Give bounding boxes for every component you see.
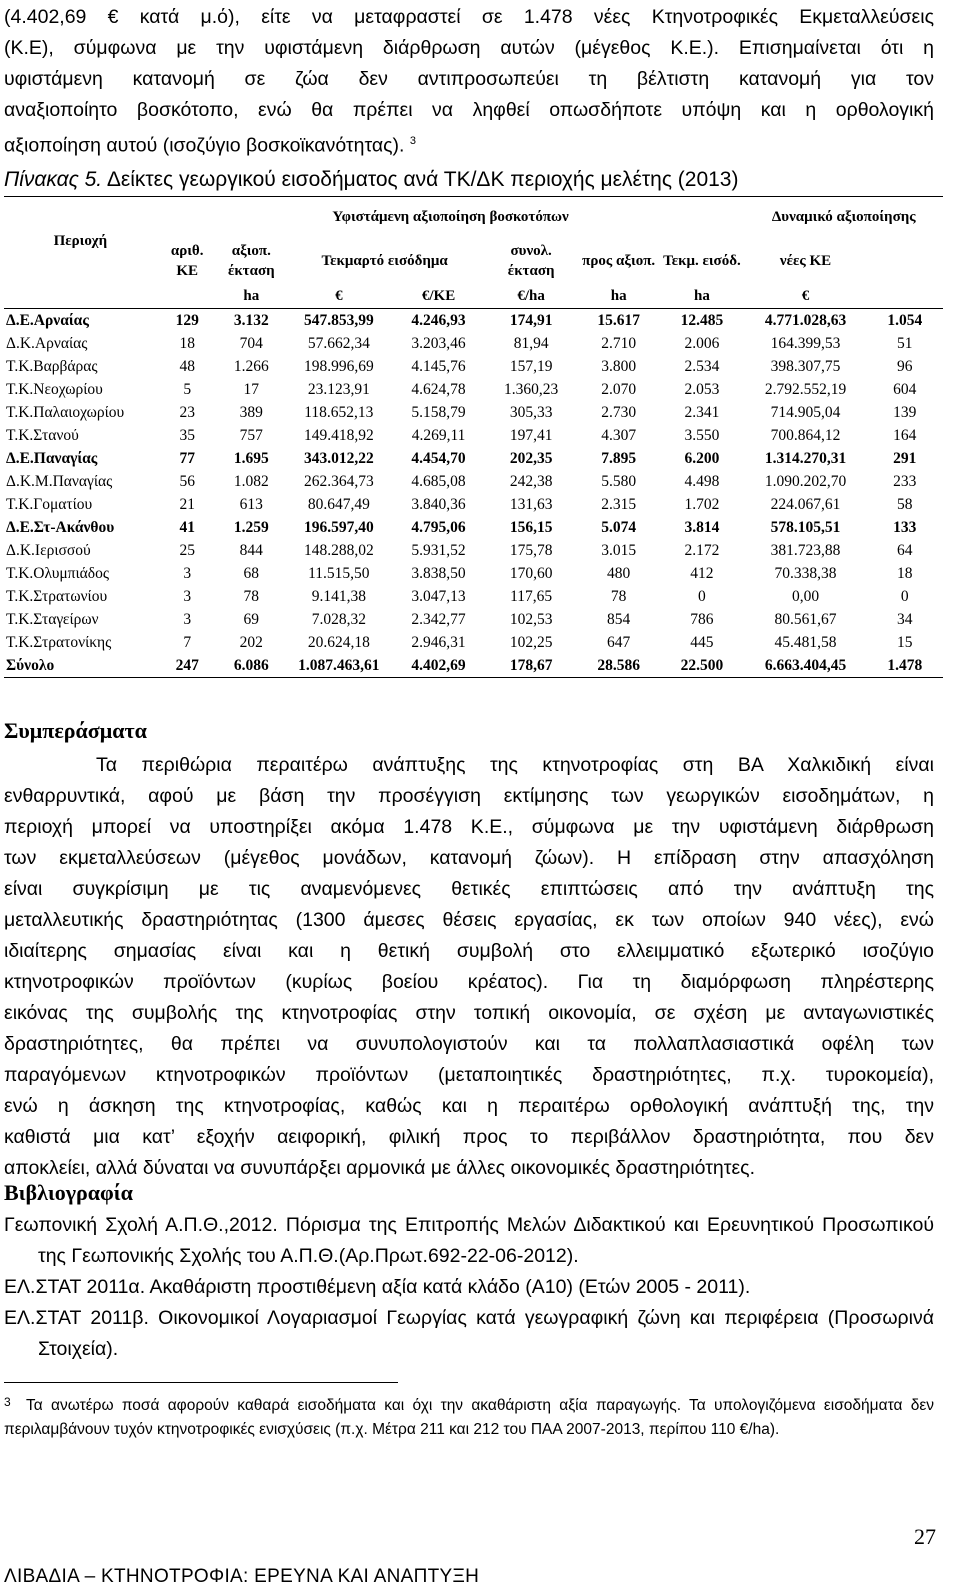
row-value-cell: 202,35	[509, 449, 553, 467]
row-value-cell: 1.266	[233, 357, 269, 375]
table-row	[4, 309, 943, 333]
row-value-cell: 11.515,50	[308, 564, 370, 582]
col-header-region: Περιοχή	[4, 197, 157, 286]
income-indicators-table	[4, 196, 943, 678]
row-value-cell: 96	[897, 357, 913, 375]
row-region-cell: Δ.Ε.Στ-Ακάνθου	[6, 518, 115, 536]
row-value-cell: 1.360,23	[504, 380, 559, 398]
bibliography-heading: Βιβλιογραφία	[4, 1180, 133, 1205]
row-value-cell: 28.586	[578, 654, 659, 678]
row-value-cell: 4.269,11	[411, 426, 466, 444]
intro-last-line: αξιοποίηση αυτού (ισοζύγιο βοσκοϊκανότητας).	[4, 134, 405, 157]
row-value-cell: 4.624,78	[411, 380, 466, 398]
row-value-cell: 148.288,02	[303, 541, 374, 559]
row-value-cell: 3.015	[601, 541, 637, 559]
row-value-cell: 131,63	[509, 495, 553, 513]
row-value-cell: 262.364,73	[303, 472, 374, 490]
row-value-cell: 4.307	[601, 426, 637, 444]
row-value-cell: 578.105,51	[770, 518, 841, 536]
table-caption-label: Πίνακας 5.	[4, 168, 103, 191]
row-value-cell: 5.580	[601, 472, 637, 490]
row-value-cell: 3.132	[233, 311, 269, 329]
table-row	[4, 608, 943, 631]
row-value-cell: 2.946,31	[411, 633, 466, 651]
table-row	[4, 355, 943, 378]
row-value-cell: 34	[897, 610, 913, 628]
row-value-cell: 7.028,32	[311, 610, 366, 628]
group-header-existing: Υφιστάμενη αξιοποίηση βοσκοτόπων	[157, 197, 745, 238]
col-header-total-area: συνολ. έκταση	[507, 243, 555, 279]
row-value-cell: 149.418,92	[303, 426, 374, 444]
units-empty-cell	[867, 285, 943, 309]
row-value-cell: 786	[690, 610, 714, 628]
row-value-cell: 4.246,93	[411, 311, 466, 329]
bibliography-entry: Γεωπονική Σχολή Α.Π.Θ.,2012. Πόρισμα της Επιτροπής Μελών Διδακτικού και Ερευνητικού Προσωπικού της Γεωπονικής Σχολής του Α.Π.Θ.(Αρ.Πρωτ.692-22-06-2012).	[4, 1214, 934, 1267]
table-row	[4, 332, 943, 355]
row-value-cell: 233	[893, 472, 917, 490]
table-row	[4, 654, 943, 678]
row-value-cell: 23.123,91	[307, 380, 370, 398]
row-value-cell: 480	[607, 564, 631, 582]
row-value-cell: 164	[893, 426, 917, 444]
row-value-cell: 3.550	[684, 426, 720, 444]
row-value-cell: 78	[243, 587, 260, 605]
table-row	[4, 585, 943, 608]
unit-cell: ha	[659, 285, 744, 309]
row-value-cell: 78	[610, 587, 627, 605]
row-region-cell: Τ.Κ.Παλαιοχωρίου	[6, 403, 125, 421]
row-value-cell: 15.617	[597, 311, 640, 329]
row-value-cell: 197,41	[509, 426, 553, 444]
row-value-cell: 2.172	[684, 541, 720, 559]
row-value-cell: 129	[175, 311, 199, 329]
footnote	[4, 1394, 934, 1442]
col-header-to-use: προς αξιοπ.	[582, 253, 656, 269]
row-value-cell: 1.702	[684, 495, 720, 513]
row-value-cell: 854	[607, 610, 631, 628]
row-value-cell: 21	[179, 495, 195, 513]
bibliography-entry: ΕΛ.ΣΤΑΤ 2011β. Οικονομικοί Λογαριασμοί Γεωργίας κατά γεωγραφική ζώνη και περιφέρεια (Προσωρινά Στοιχεία).	[4, 1307, 934, 1360]
row-value-cell: 77	[179, 449, 195, 467]
row-value-cell: 5.158,79	[411, 403, 466, 421]
row-value-cell: 714.905,04	[770, 403, 841, 421]
row-value-cell: 2.342,77	[411, 610, 466, 628]
footnote-separator	[4, 1382, 398, 1383]
row-value-cell: 0,00	[791, 587, 820, 605]
row-value-cell: 1.259	[233, 518, 269, 536]
bibliography-list	[4, 1210, 934, 1365]
row-value-cell: 3.203,46	[411, 334, 466, 352]
conclusions-line: Τα περιθώρια περαιτέρω ανάπτυξης της κτηνοτροφίας στη ΒΑ Χαλκιδική είναι	[96, 754, 934, 776]
row-region-cell: Δ.Κ.Αρναίας	[6, 334, 88, 352]
row-value-cell: 3.800	[601, 357, 637, 375]
row-region-cell: Δ.Κ.Μ.Παναγίας	[6, 472, 113, 490]
unit-cell: €/ΚΕ	[393, 285, 485, 309]
conclusions-line: των εκμεταλλεύσεων (μέγεθος μονάδων, κατανομή ζώων). Η επίδραση στην απασχόληση	[4, 847, 934, 869]
row-value-cell: 12.485	[680, 311, 724, 329]
row-region-cell: Τ.Κ.Στρατονίκης	[6, 633, 112, 651]
row-value-cell: 22.500	[659, 654, 744, 678]
row-value-cell: 178,67	[484, 654, 578, 678]
row-value-cell: 9.141,38	[311, 587, 366, 605]
bibliography-entry: ΕΛ.ΣΤΑΤ 2011α. Ακαθάριστη προστιθέμενη αξία κατά κλάδο (Α10) (Ετών 2005 - 2011).	[4, 1276, 751, 1298]
row-value-cell: 68	[243, 564, 260, 582]
intro-line: αναξιοποίητο βοσκότοπο, ενώ θα πρέπει να ληφθεί οπωσδήποτε υπόψη και η ορθολογική	[4, 99, 934, 121]
row-value-cell: 4.454,70	[411, 449, 466, 467]
group-header-potential: Δυναμικό αξιοποίησης	[744, 197, 943, 238]
row-value-cell: 242,38	[509, 472, 553, 490]
row-value-cell: 3.814	[684, 518, 720, 536]
intro-line: (Κ.Ε), σύμφωνα με την υφιστάμενη διάρθρωση αυτών (μέγεθος Κ.Ε.). Επισημαίνεται ότι η	[4, 37, 934, 59]
conclusions-line: δραστηριότητες, θα πρέπει να συνυπολογιστούν και τα πολλαπλασιαστικά οφέλη των	[4, 1033, 934, 1055]
conclusions-last-line: αποκλείει, αλλά δύναται να συνυπάρξει αρμονικά με άλλες οικονομικές δραστηριότητες.	[4, 1157, 755, 1179]
row-region-cell: Τ.Κ.Ολυμπιάδος	[6, 564, 109, 582]
row-value-cell: 3.838,50	[411, 564, 466, 582]
intro-line: υφιστάμενη κατανομή σε ζώα δεν αντιπροσωπεύει τη βέλτιστη κατανομή για τον	[4, 68, 934, 90]
conclusions-line: μεταλλευτικής δραστηριότητας (1300 άμεσες θέσεις εργασίας, εκ των οποίων 940 νέες), ενώ	[4, 909, 934, 931]
row-value-cell: 2.534	[684, 357, 720, 375]
row-value-cell: 700.864,12	[770, 426, 841, 444]
table-row	[4, 539, 943, 562]
row-value-cell: 224.067,61	[770, 495, 841, 513]
row-value-cell: 25	[179, 541, 195, 559]
conclusions-line: ενώ η άσκηση της κτηνοτροφίας, καθώς και η περαιτέρω ορθολογική ανάπτυξή της, την	[4, 1095, 934, 1117]
table-row	[4, 447, 943, 470]
col-header-income: Τεκμαρτό εισόδημα	[321, 252, 448, 269]
row-value-cell: 2.315	[601, 495, 637, 513]
table-caption-title: Δείκτες γεωργικού εισοδήματος ανά ΤΚ/ΔΚ περιοχής μελέτης (2013)	[106, 168, 739, 191]
table-caption	[4, 168, 738, 192]
unit-cell: €	[285, 285, 393, 309]
row-value-cell: 58	[897, 495, 913, 513]
running-footer: ΛΙΒΑΔΙΑ – ΚΤΗΝΟΤΡΟΦΙΑ: ΕΡΕΥΝΑ ΚΑΙ ΑΝΑΠΤΥΞΗ	[4, 1566, 480, 1587]
row-value-cell: 139	[893, 403, 917, 421]
table-body	[4, 309, 943, 678]
table-row	[4, 562, 943, 585]
row-value-cell: 80.561,67	[774, 610, 837, 628]
row-value-cell: 133	[893, 518, 917, 536]
row-value-cell: 547.853,99	[303, 311, 374, 329]
row-value-cell: 20.624,18	[307, 633, 370, 651]
table-row	[4, 470, 943, 493]
row-value-cell: 0	[698, 587, 706, 605]
row-region-cell: Τ.Κ.Στανού	[6, 426, 79, 444]
row-value-cell: 157,19	[509, 357, 553, 375]
unit-cell: €/ha	[484, 285, 578, 309]
conclusions-line: ενθαρρυντικά, αφού με βάση την προσέγγιση εκτίμησης των γεωργικών εισοδημάτων, η	[4, 785, 934, 807]
row-value-cell: 291	[893, 449, 917, 467]
row-region-cell: Τ.Κ.Σταγείρων	[6, 610, 99, 628]
row-value-cell: 70.338,38	[774, 564, 837, 582]
row-value-cell: 247	[157, 654, 218, 678]
conclusions-paragraph	[4, 750, 934, 1184]
row-value-cell: 4.498	[684, 472, 720, 490]
row-region-cell: Τ.Κ.Βαρβάρας	[6, 357, 98, 375]
row-value-cell: 1.090.202,70	[764, 472, 847, 490]
row-value-cell: 23	[179, 403, 195, 421]
row-value-cell: 1.082	[233, 472, 269, 490]
row-value-cell: 343.012,22	[303, 449, 374, 467]
row-value-cell: 1.314.270,31	[764, 449, 847, 467]
row-value-cell: 0	[900, 587, 909, 605]
row-value-cell: 164.399,53	[770, 334, 841, 352]
row-value-cell: 3.047,13	[411, 587, 466, 605]
row-region-cell: Τ.Κ.Νεοχωρίου	[6, 380, 103, 398]
unit-cell: ha	[218, 285, 285, 309]
row-value-cell: 156,15	[509, 518, 553, 536]
col-header-num: αριθ. ΚΕ	[170, 243, 204, 279]
row-value-cell: 1.478	[867, 654, 943, 678]
row-value-cell: 198.996,69	[303, 357, 374, 375]
row-value-cell: 2.792.552,19	[764, 380, 847, 398]
intro-paragraph	[4, 2, 934, 162]
row-value-cell: 389	[239, 403, 263, 421]
row-value-cell: 704	[239, 334, 263, 352]
row-value-cell: 4.771.028,63	[764, 311, 847, 329]
table-row	[4, 493, 943, 516]
col-header-new: νέες ΚΕ	[779, 253, 832, 269]
page-number: 27	[914, 1524, 936, 1549]
row-value-cell: 6.200	[684, 449, 720, 467]
row-value-cell: 2.730	[601, 403, 637, 421]
row-value-cell: 174,91	[509, 311, 553, 329]
row-value-cell: 3.840,36	[411, 495, 466, 513]
row-value-cell: 4.685,08	[411, 472, 466, 490]
row-value-cell: 196.597,40	[303, 518, 374, 536]
row-value-cell: 1.087.463,61	[285, 654, 393, 678]
table-row	[4, 516, 943, 539]
units-empty-cell	[4, 285, 157, 309]
conclusions-line: ιδιαίτερης σημασίας είναι και η θετική συμβολή στο ελλειμματικό εξωτερικό ισοζύγιο	[4, 940, 934, 962]
footnote-mark: 3	[4, 1395, 11, 1409]
intro-line	[4, 126, 934, 162]
row-value-cell: 117,65	[510, 587, 553, 605]
row-value-cell: 81,94	[513, 334, 549, 352]
footnote-reference: 3	[409, 135, 417, 147]
row-region-cell: Δ.Ε.Παναγίας	[6, 449, 98, 467]
intro-line: (4.402,69 € κατά μ.ό), είτε να μεταφραστεί σε 1.478 νέες Κτηνοτροφικές Εκμεταλλεύσεις	[4, 6, 934, 28]
row-value-cell: 2.006	[684, 334, 720, 352]
row-region-cell: Δ.Κ.Ιερισσού	[6, 541, 91, 559]
conclusions-line: εικόνας της συμβολής της κτηνοτροφίας στην τοπική οικονομία, σε σχέση με ανταγωνιστικές	[4, 1002, 934, 1024]
col-header-area: αξιοπ. έκταση	[227, 243, 275, 279]
row-value-cell: 757	[239, 426, 263, 444]
row-value-cell: 35	[179, 426, 195, 444]
row-value-cell: 7.895	[601, 449, 637, 467]
row-value-cell: 4.795,06	[411, 518, 466, 536]
row-value-cell: 5.074	[601, 518, 637, 536]
row-value-cell: 2.341	[684, 403, 720, 421]
conclusions-line: περιοχή μπορεί να υποστηρίξει ακόμα 1.478 Κ.Ε., σύμφωνα με την υφιστάμενη διάρθρωση	[4, 816, 934, 838]
row-value-cell: 844	[239, 541, 263, 559]
row-value-cell: 18	[179, 334, 195, 352]
row-value-cell: 102,25	[509, 633, 553, 651]
row-value-cell: 305,33	[509, 403, 553, 421]
row-value-cell: 57.662,34	[307, 334, 370, 352]
row-value-cell: 56	[179, 472, 195, 490]
row-value-cell: 381.723,88	[770, 541, 841, 559]
row-value-cell: 170,60	[509, 564, 553, 582]
conclusions-line: κτηνοτροφικών προϊόντων (κυρίως βοείου κρέατος). Για τη διαμόρφωση πληρέστερης	[4, 971, 934, 993]
row-value-cell: 1.054	[887, 311, 923, 329]
row-value-cell: 5	[183, 380, 192, 398]
conclusions-heading: Συμπεράσματα	[4, 718, 147, 743]
row-value-cell: 202	[239, 633, 263, 651]
row-region-cell: Τ.Κ.Γοματίου	[6, 495, 93, 513]
units-empty-cell	[157, 285, 218, 309]
row-value-cell: 102,53	[509, 610, 553, 628]
row-value-cell: 6.663.404,45	[744, 654, 866, 678]
table-row	[4, 401, 943, 424]
row-value-cell: 51	[897, 334, 913, 352]
row-region-cell: Τ.Κ.Στρατωνίου	[6, 587, 108, 605]
footnote-text: Τα ανωτέρω ποσά αφορούν καθαρά εισοδήματα και όχι την ακαθάριστη αξία παραγωγής. Τα υπολογιζόμενα εισοδήματα δεν περιλαμβάνουν τυχόν κτηνοτροφικές ενισχύσεις (π.χ. Μέτρα 211 και 212 του ΠΑΑ 2007-2013, περίπου 110 €/ha).	[4, 1397, 934, 1438]
row-value-cell: 3	[183, 610, 192, 628]
row-value-cell: 445	[690, 633, 714, 651]
row-value-cell: 15	[897, 633, 913, 651]
table-row	[4, 631, 943, 654]
row-value-cell: 48	[179, 357, 195, 375]
conclusions-line: παραγόμενων κτηνοτροφικών προϊόντων (μεταποιητικές δραστηριότητες, π.χ. τυροκομεία),	[4, 1064, 934, 1086]
row-value-cell: 45.481,58	[774, 633, 837, 651]
row-value-cell: 69	[243, 610, 260, 628]
row-value-cell: 1.695	[233, 449, 269, 467]
col-header-tekm: Τεκμ. εισόδ.	[663, 252, 741, 269]
row-value-cell: 80.647,49	[307, 495, 370, 513]
row-value-cell: 3	[183, 587, 192, 605]
row-value-cell: 18	[897, 564, 913, 582]
row-value-cell: 398.307,75	[770, 357, 841, 375]
row-value-cell: 64	[897, 541, 913, 559]
row-value-cell: 17	[243, 380, 260, 398]
table-row	[4, 378, 943, 401]
row-value-cell: 7	[183, 633, 192, 651]
row-value-cell: 118.652,13	[304, 403, 374, 421]
row-value-cell: 41	[179, 518, 195, 536]
row-value-cell: 2.070	[601, 380, 637, 398]
row-value-cell: 5.931,52	[411, 541, 466, 559]
unit-cell: ha	[578, 285, 659, 309]
row-region-cell: Δ.Ε.Αρναίας	[6, 311, 89, 329]
row-value-cell: 2.053	[684, 380, 720, 398]
row-value-cell: 604	[893, 380, 917, 398]
row-value-cell: 412	[690, 564, 714, 582]
row-value-cell: 3	[183, 564, 192, 582]
row-value-cell: 4.402,69	[393, 654, 485, 678]
table-row	[4, 424, 943, 447]
row-value-cell: 647	[607, 633, 631, 651]
row-region-cell: Σύνολο	[4, 654, 157, 678]
unit-cell: €	[744, 285, 866, 309]
row-value-cell: 613	[239, 495, 263, 513]
row-value-cell: 4.145,76	[411, 357, 466, 375]
row-value-cell: 175,78	[509, 541, 553, 559]
row-value-cell: 2.710	[601, 334, 637, 352]
row-value-cell: 6.086	[218, 654, 285, 678]
conclusions-line: είναι συγκρίσιμη με τις αναμενόμενες θετικές επιπτώσεις από την ανάπτυξη της	[4, 878, 934, 900]
conclusions-line: καθιστά μια κατ’ εξοχήν αειφορική, φιλική προς το περιβάλλον δραστηριότητα, που δεν	[4, 1126, 934, 1148]
